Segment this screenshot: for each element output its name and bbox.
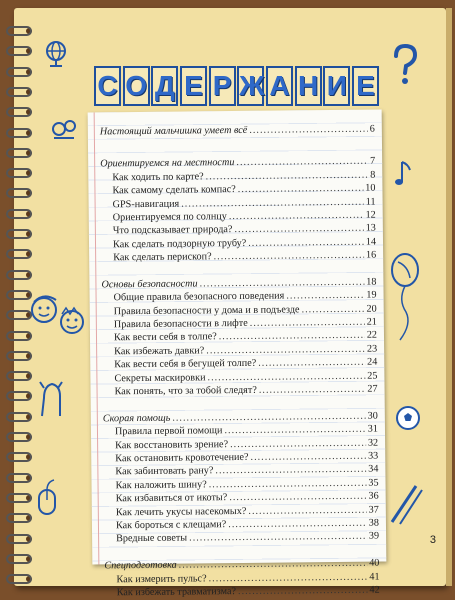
binding-ring (6, 432, 32, 442)
toc-page-number: 12 (365, 209, 376, 221)
title-letter: Д (151, 66, 178, 106)
toc-title: Как сделать перископ? (113, 251, 212, 264)
binding-ring (6, 391, 32, 401)
page-number: 3 (429, 534, 436, 546)
music-note-doodle-icon (394, 158, 416, 188)
balloon-doodle-icon (388, 252, 422, 342)
binding-ring (6, 574, 32, 584)
question-mark-doodle-icon (390, 44, 420, 86)
toc-title: Ориентируемся на местности (100, 157, 235, 170)
toc-title: Как восстановить зрение? (115, 438, 229, 451)
binding-ring (6, 229, 32, 239)
toc-title: Правила первой помощи (114, 425, 223, 438)
toc-page-number: 10 (365, 182, 376, 194)
toc-entry-row[interactable] (101, 249, 376, 265)
dot-leader (238, 584, 368, 599)
toc-page-number: 33 (368, 450, 379, 462)
binding-ring (6, 371, 32, 381)
toc-title: Как бороться с клещами? (115, 519, 227, 532)
toc-page-number: 32 (367, 437, 379, 449)
toc-page-number: 36 (368, 490, 379, 502)
binding-ring (6, 67, 32, 77)
toc-title: Спецподготовка (104, 559, 177, 572)
toc-page-number: 42 (369, 584, 380, 596)
toc-page-number: 22 (366, 330, 378, 342)
mouse-doodle-icon (36, 478, 60, 518)
binding-ring (6, 26, 32, 36)
toc-title: Как избавиться от икоты? (115, 492, 228, 505)
toc-title: Основы безопасности (101, 278, 198, 291)
toc-page-number: 27 (367, 383, 378, 395)
toc-page-number: 39 (368, 530, 380, 542)
toc-entry-row[interactable] (102, 383, 377, 399)
dot-leader (259, 383, 366, 398)
title-letter: А (266, 66, 293, 106)
toc-title: Как самому сделать компас? (112, 184, 236, 197)
binding-ring (6, 473, 32, 483)
binding-ring (6, 188, 32, 198)
toc-title: Как вести себя в толпе? (113, 331, 217, 344)
pencil-doodle-icon (386, 478, 426, 528)
dog-doodle-icon (36, 378, 66, 418)
dot-leader (234, 222, 363, 237)
toc-page-number: 30 (367, 410, 378, 422)
title-letter: Е (352, 66, 379, 106)
dot-leader (236, 155, 368, 170)
toc-title: Правила безопасности в лифте (113, 317, 248, 331)
binding-ring (6, 493, 32, 503)
toc-page-number: 40 (369, 557, 380, 569)
toc-page-number: 16 (365, 249, 377, 261)
binding-ring (6, 351, 32, 361)
toc-page-number: 14 (365, 236, 377, 248)
title-letter: Н (295, 66, 322, 106)
contents-title (94, 66, 379, 108)
toc-title: Как лечить укусы насекомых? (115, 505, 247, 518)
title-letter: Е (180, 66, 207, 106)
toc-page-number: 34 (368, 463, 379, 476)
toc-page-number: 37 (368, 504, 379, 516)
title-letter: И (323, 66, 350, 106)
binding-ring (6, 209, 32, 219)
binding-ring (6, 46, 32, 56)
toc-title: Секреты маскировки (114, 371, 206, 384)
margin-line (94, 112, 100, 564)
dot-leader (286, 289, 364, 303)
toc-title: Правила безопасности у дома и в подъезде (113, 304, 300, 317)
dot-leader (229, 209, 364, 224)
toc-title: Как избежать травматизма? (116, 585, 237, 599)
title-letter: С (94, 66, 121, 106)
dot-leader (301, 302, 364, 316)
toc-title: Как сделать подзорную трубу? (112, 237, 247, 251)
dot-leader (250, 450, 366, 465)
toc-title: Вредные советы (116, 532, 188, 545)
toc-page-number: 18 (366, 276, 377, 288)
dot-leader (214, 249, 365, 264)
toc-page-number: 21 (366, 316, 377, 328)
toc-title: Общие правила безопасного поведения (113, 290, 285, 304)
binding-ring (6, 513, 32, 523)
toc-page-number: 35 (368, 477, 379, 489)
toc-title: Как понять, что за тобой следят? (114, 384, 257, 398)
dot-leader (249, 118, 368, 143)
dot-leader (248, 503, 366, 518)
binding-ring (6, 534, 32, 544)
toc-page-number: 41 (369, 571, 380, 583)
toc-title: Скорая помощь (102, 412, 171, 425)
contents-sheet (88, 109, 387, 599)
toc-page-number: 8 (370, 169, 376, 181)
toc-title: Как измерить пульс? (116, 572, 207, 585)
title-letter: Р (209, 66, 236, 106)
toc-page-number: 31 (367, 423, 379, 435)
toc-title: Ориентируемся по солнцу (112, 211, 227, 224)
kids-faces-doodle-icon (28, 278, 88, 340)
toc-page-number: 19 (366, 289, 377, 301)
binding-ring (6, 412, 32, 422)
binding-ring (6, 128, 32, 138)
binding-ring (6, 87, 32, 97)
toc-page-number: 24 (367, 356, 378, 368)
toc-page-number: 11 (365, 196, 376, 208)
toc-title: GPS-навигация (112, 198, 180, 210)
binding-ring (6, 249, 32, 259)
toc-title: Как остановить кровотечение? (115, 451, 249, 465)
toc-page-number: 13 (365, 222, 376, 234)
soccer-ball-doodle-icon (394, 404, 422, 432)
toc-page-number: 7 (370, 155, 376, 167)
toc-title: Как вести себя в бегущей толпе? (114, 358, 257, 371)
binding-ring (6, 554, 32, 564)
toc-entry-row[interactable] (105, 583, 380, 599)
toc-page-number: 38 (368, 517, 380, 529)
dot-leader (250, 316, 365, 331)
binding-ring (6, 168, 32, 178)
toc-title: Как наложить шину? (115, 479, 207, 492)
table-of-contents (100, 118, 380, 600)
toc-title: Что подсказывает природа? (112, 224, 233, 237)
binding-ring (6, 148, 32, 158)
dot-leader (258, 356, 365, 371)
toc-entry-row[interactable] (104, 530, 379, 546)
toc-page-number: 23 (366, 343, 378, 355)
toc-title: Как забинтовать рану? (115, 465, 214, 478)
dot-leader (238, 182, 364, 197)
toc-page-number: 20 (366, 303, 377, 315)
toc-page-number: 6 (369, 123, 375, 135)
toc-title: Как избежать давки? (114, 345, 205, 358)
toc-section-row[interactable] (100, 118, 375, 145)
toc-page-number: 25 (367, 370, 378, 382)
globe-doodle-icon (42, 38, 72, 68)
binding-ring (6, 452, 32, 462)
toc-title: Настоящий мальчишка умеет всё (99, 124, 248, 138)
title-letter: Ж (237, 66, 264, 106)
title-letter: О (123, 66, 150, 106)
pacifier-doodle-icon (50, 118, 78, 144)
dot-leader (189, 530, 367, 545)
notebook-page (14, 8, 446, 599)
toc-title: Как ходить по карте? (112, 171, 204, 184)
dot-leader (248, 235, 364, 250)
binding-ring (6, 107, 32, 117)
